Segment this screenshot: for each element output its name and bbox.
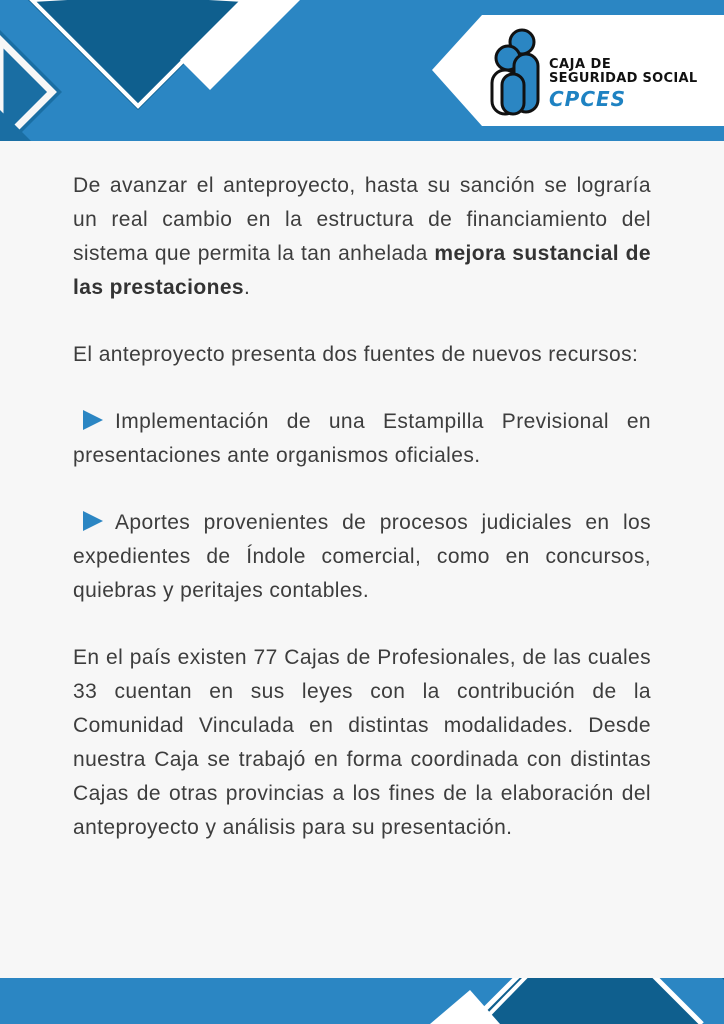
logo-line-3: CPCES	[549, 87, 627, 111]
people-figures-icon	[488, 28, 550, 118]
triangle-right-icon	[83, 511, 103, 531]
document-body	[73, 169, 651, 878]
paragraph-closing: En el país existen 77 Cajas de Profesionales, de las cuales 33 cuentan en sus leyes con la contribución de la Comunidad Vinculada en distintas modalidades. Desde nuestra Caja se trabajó en forma coordinada con distintas Cajas de otras provincias a los fines de la elaboración del anteproyecto y análisis para su presentación.	[73, 646, 651, 839]
paragraph-intro-text: De avanzar el anteproyecto, hasta su sanción se lograría un real cambio en la estructura de financiamiento del sistema que permita la tan anhelada	[73, 174, 651, 265]
paragraph-intro-bold: mejora sustancial de las prestaciones	[73, 242, 651, 299]
bullet-item-2	[73, 506, 651, 608]
triangle-right-icon	[83, 410, 103, 430]
logo-line-1: CAJA DE	[549, 57, 612, 72]
bullet-item-2-text: Aportes provenientes de procesos judiciales en los expedientes de Índole comercial, como en concursos, quiebras y peritajes contables.	[73, 511, 651, 602]
paragraph-intro	[73, 169, 651, 305]
logo-text	[549, 58, 697, 109]
paragraph-sources: El anteproyecto presenta dos fuentes de nuevos recursos:	[73, 343, 639, 366]
logo-line-2: SEGURIDAD SOCIAL	[549, 71, 698, 86]
paragraph-intro-end: .	[244, 276, 251, 299]
bullet-item-1-text: Implementación de una Estampilla Previsional en presentaciones ante organismos oficiales.	[73, 410, 651, 467]
bullet-item-1	[73, 405, 651, 473]
